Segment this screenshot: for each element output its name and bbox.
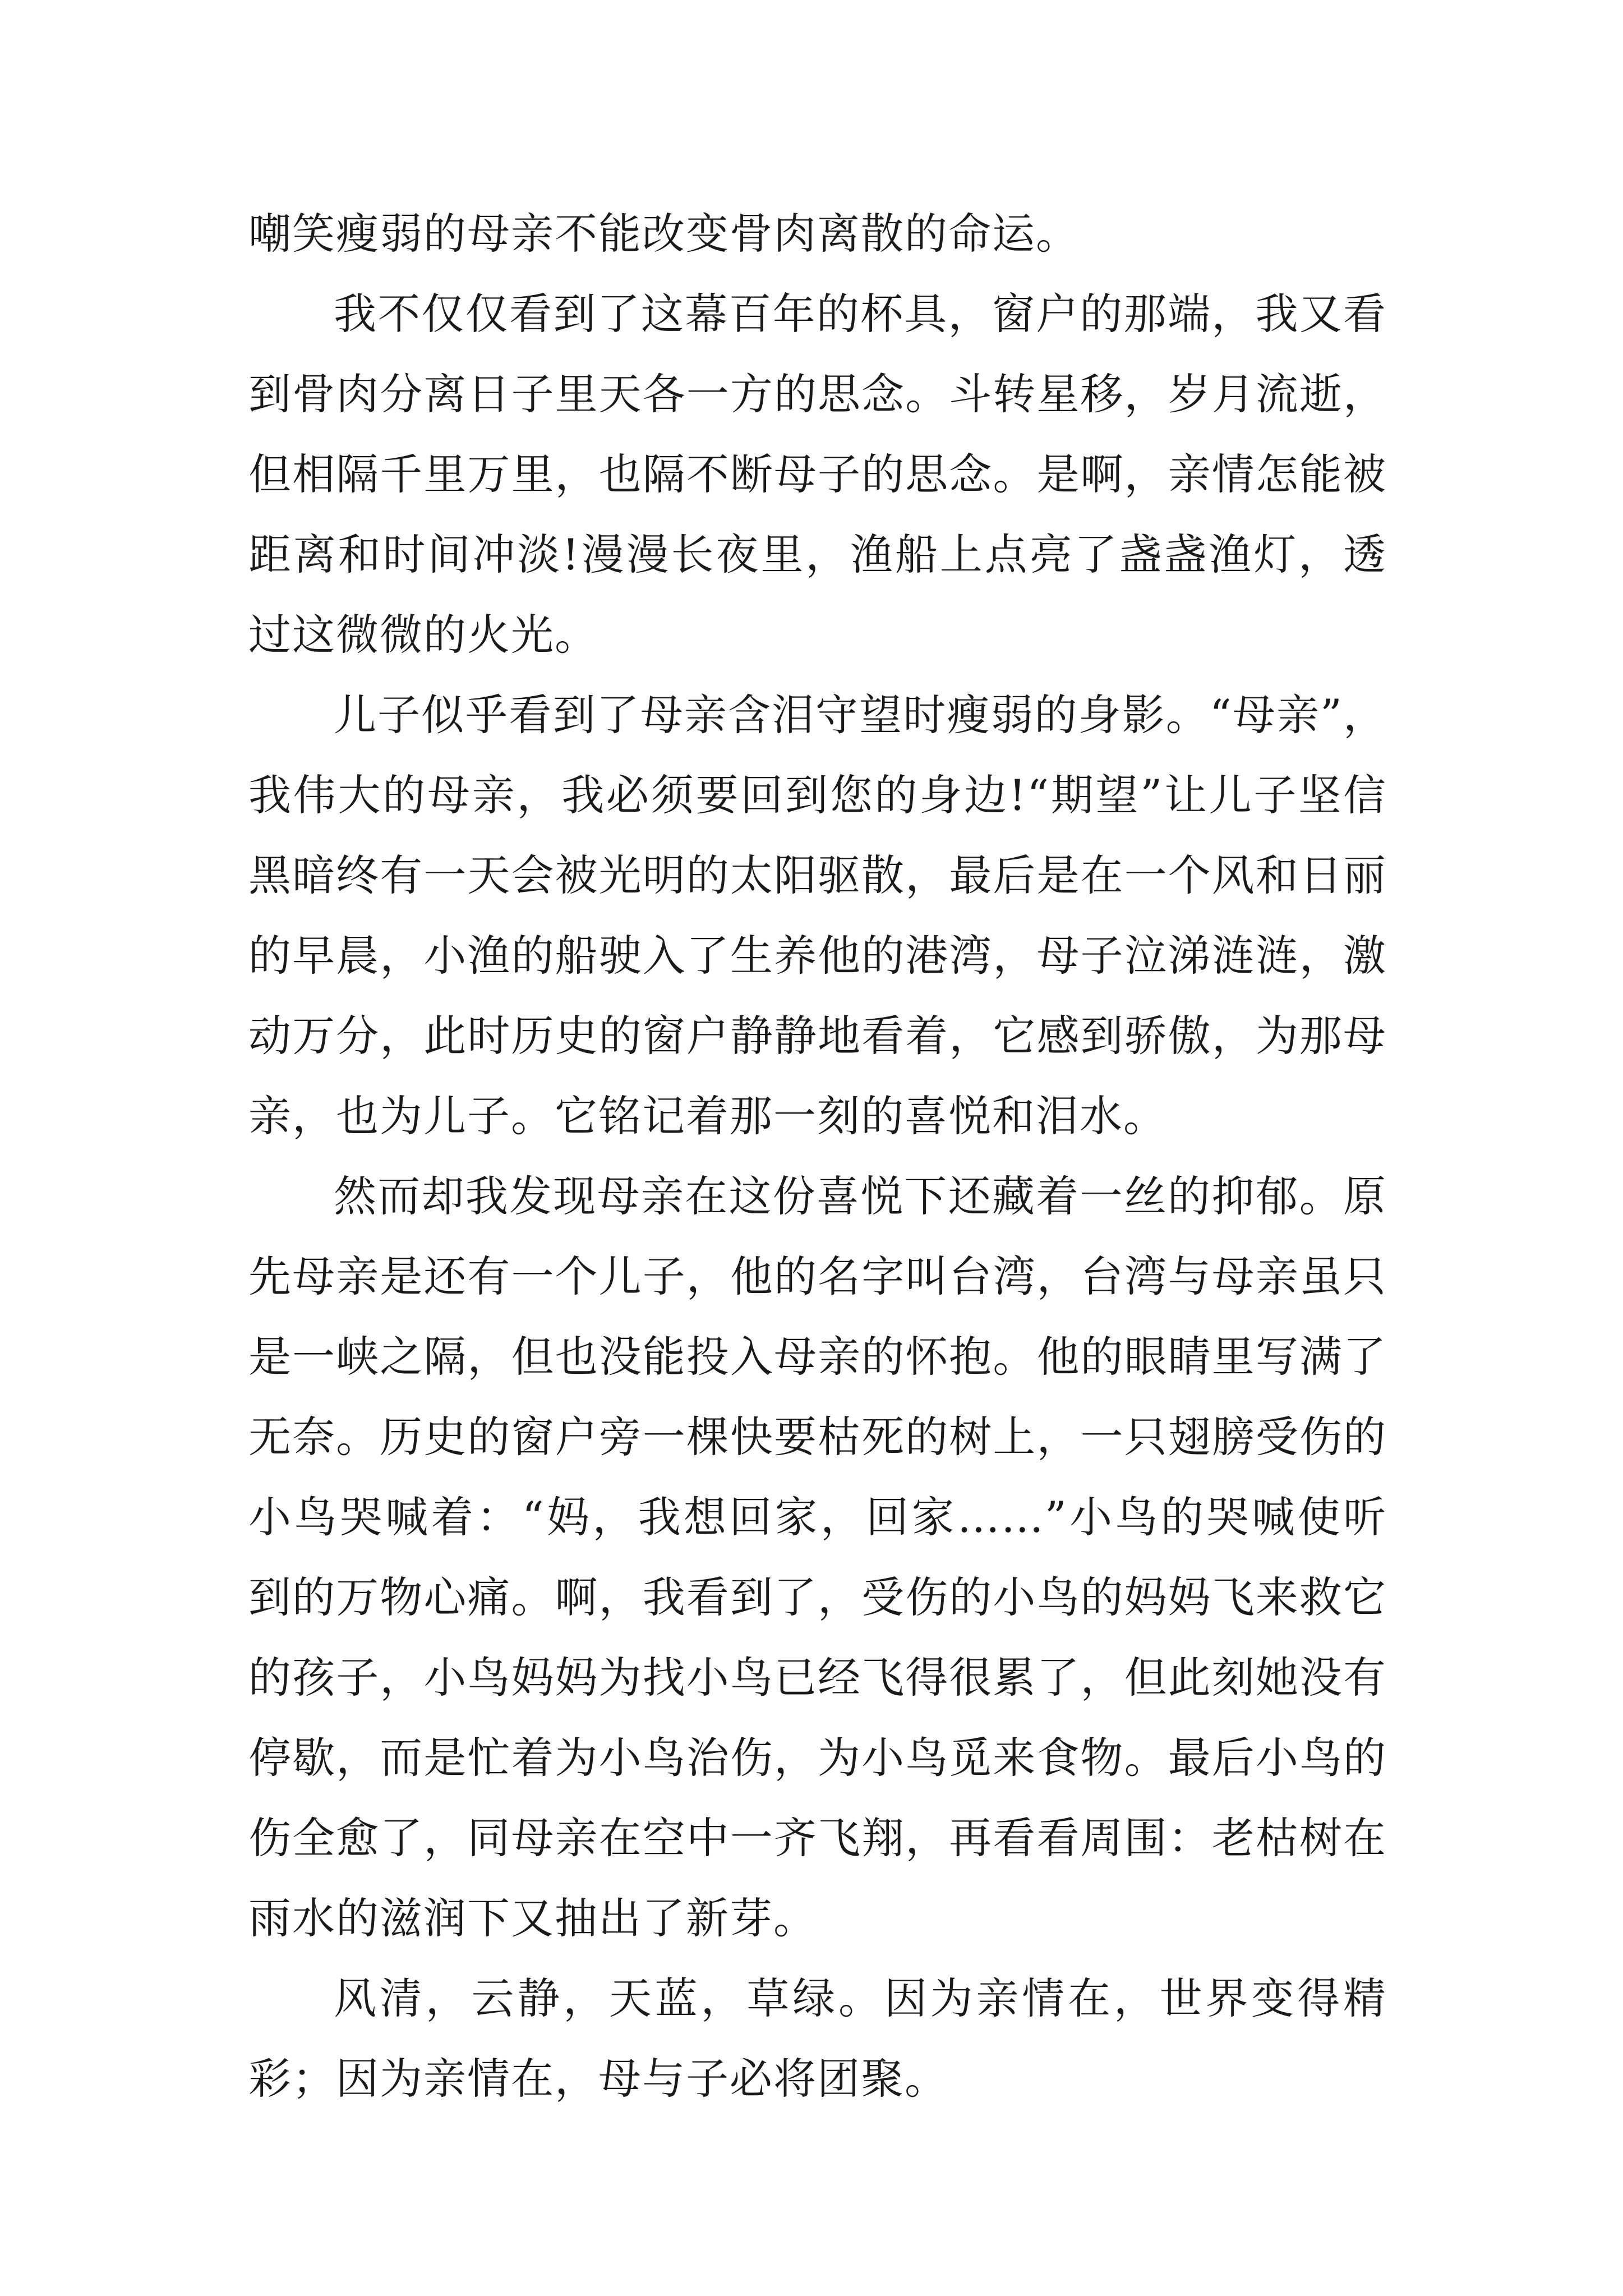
paragraph-continuation: 嘲笑瘦弱的母亲不能改变骨肉离散的命运。	[248, 209, 1080, 259]
paragraph-window-view: 我不仅仅看到了这幕百年的杯具，窗户的那端，我又看到骨肉分离日子里天各一方的思念。斗转星移，岁月流逝，但相隔千里万里，也隔不断母子的思念。是啊，亲情怎能被距离和时间冲淡!漫漫长夜里，渔船上点亮了盏盏渔灯，透过这微微的火光。	[248, 289, 1387, 660]
paragraph-son-returns: 儿子似乎看到了母亲含泪守望时瘦弱的身影。“母亲”，我伟大的母亲，我必须要回到您的身边!“期望”让儿子坚信黑暗终有一天会被光明的太阳驱散，最后是在一个风和日丽的早晨，小渔的船驶入了生养他的港湾，母子泣涕涟涟，激动万分，此时历史的窗户静静地看着，它感到骄傲，为那母亲，也为儿子。它铭记着那一刻的喜悦和泪水。	[248, 690, 1387, 1141]
paragraph-conclusion: 风清，云静，天蓝，草绿。因为亲情在，世界变得精彩；因为亲情在，母与子必将团聚。	[248, 1973, 1387, 2104]
document-body	[248, 194, 1387, 2119]
paragraph-taiwan-bird: 然而却我发现母亲在这份喜悦下还藏着一丝的抑郁。原先母亲是还有一个儿子，他的名字叫台湾，台湾与母亲虽只是一峡之隔，但也没能投入母亲的怀抱。他的眼睛里写满了无奈。历史的窗户旁一棵快要枯死的树上，一只翅膀受伤的小鸟哭喊着：“妈，我想回家，回家……”小鸟的哭喊使听到的万物心痛。啊，我看到了，受伤的小鸟的妈妈飞来救它的孩子，小鸟妈妈为找小鸟已经飞得很累了，但此刻她没有停歇，而是忙着为小鸟治伤，为小鸟觅来食物。最后小鸟的伤全愈了，同母亲在空中一齐飞翔，再看看周围：老枯树在雨水的滋润下又抽出了新芽。	[248, 1171, 1387, 1943]
